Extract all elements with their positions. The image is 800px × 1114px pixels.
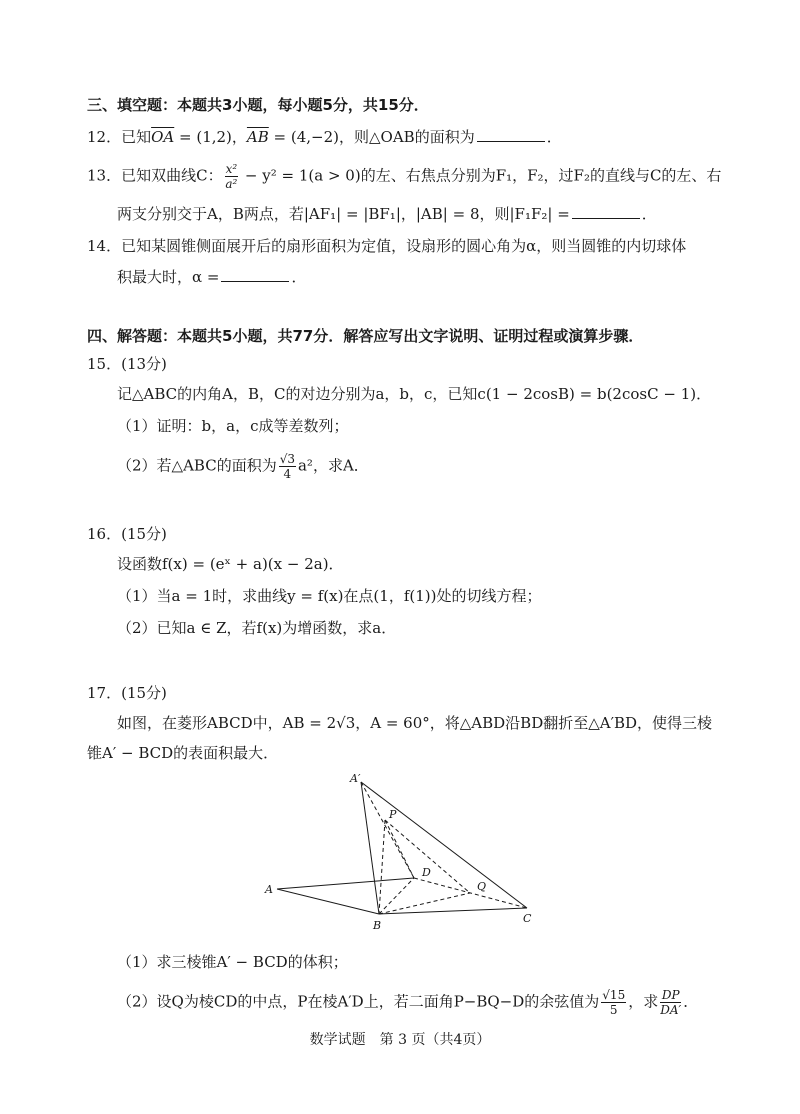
question-15-stem: 记△ABC的内角A，B，C的对边分别为a，b，c，已知c(1 − 2cosB) = b(2cosC − 1)．	[117, 385, 712, 403]
question-13-line-2: 两支分别交于A，B两点，若|AF₁| = |BF₁|，|AB| = 8，则|F₁F₂| = ．	[117, 205, 657, 223]
label-d: D	[422, 866, 431, 879]
edge-p-b	[379, 820, 385, 914]
label-a: A	[265, 883, 273, 896]
answer-blank	[221, 267, 289, 282]
answer-blank	[477, 127, 545, 142]
question-16-number: 16．(15分)	[87, 525, 167, 543]
fraction: $\frac{DP}{DA'}$	[660, 988, 682, 1017]
answer-blank	[572, 204, 640, 219]
edge-a-b	[277, 889, 379, 914]
question-14-line-2: 积最大时，α = ．	[117, 268, 307, 286]
question-17-number: 17．(15分)	[87, 684, 167, 702]
fraction: $\frac{\text{x²}}{\text{a²}}$	[225, 162, 238, 191]
question-17-stem-1: 如图，在菱形ABCD中，AB = 2√3，A = 60°，将△ABD沿BD翻折至△A′BD，使得三棱	[117, 714, 713, 732]
page-footer: 数学试题 第 3 页（共4页）	[309, 1032, 491, 1048]
label-p: P	[389, 808, 397, 821]
question-15-number: 15．(13分)	[87, 355, 167, 373]
question-16-part-2: （2）已知a ∈ Z，若f(x)为增函数，求a．	[117, 619, 397, 637]
label-b: B	[373, 919, 382, 932]
question-15-part-2: （2）若△ABC的面积为 $\frac{√3}{4}$ a²，求A．	[117, 452, 369, 481]
question-13: 13．已知双曲线C： $\frac{\text{x²}}{\text{a²}}$ − y² = 1(a > 0)的左、右焦点分别为F₁，F₂，过F₂的直线与C的左、右	[87, 162, 722, 191]
q12-number: 12．	[87, 128, 122, 146]
label-q: Q	[477, 880, 487, 893]
question-16-part-1: （1）当a = 1时，求曲线y = f(x)在点(1，f(1))处的切线方程；	[117, 587, 542, 605]
pyramid-figure	[255, 770, 555, 935]
label-c: C	[523, 912, 532, 925]
edge-a-d	[277, 878, 414, 889]
question-17-part-2: （2）设Q为棱CD的中点，P在棱A′D上，若二面角P−BQ−D的余弦值为 $\frac{√15}{5}$ ，求 $\frac{DP}{DA'}$ ．	[117, 988, 699, 1017]
question-17-stem-2: 锥A′ − BCD的表面积最大．	[87, 744, 279, 762]
question-14: 14．已知某圆锥侧面展开后的扇形面积为定值，设扇形的圆心角为α，则当圆锥的内切球体	[87, 237, 687, 255]
question-16-stem: 设函数f(x) = (eˣ + a)(x − 2a)．	[117, 555, 344, 573]
question-15-part-1: （1）证明：b，a，c成等差数列；	[117, 417, 349, 435]
edge-aprime-b	[361, 782, 379, 914]
edge-d-c	[414, 878, 527, 908]
fraction: $\frac{√15}{5}$	[602, 988, 626, 1017]
section-4-heading: 四、解答题：本题共5小题，共77分．解答应写出文字说明、证明过程或演算步骤．	[87, 327, 644, 345]
question-17-part-1: （1）求三棱锥A′ − BCD的体积；	[117, 953, 348, 971]
section-3-heading: 三、填空题：本题共3小题，每小题5分，共15分．	[87, 96, 429, 114]
label-a-prime: A′	[350, 772, 361, 785]
edge-aprime-d	[361, 782, 414, 878]
edge-b-d	[379, 878, 414, 914]
question-12: 12．已知$\overline{OA} = (1,2)$，$\overline{AB} = (4,-2)$，则△OAB的面积为 ．	[87, 128, 562, 146]
fraction: $\frac{√3}{4}$	[279, 452, 295, 481]
edge-aprime-c	[361, 782, 527, 908]
